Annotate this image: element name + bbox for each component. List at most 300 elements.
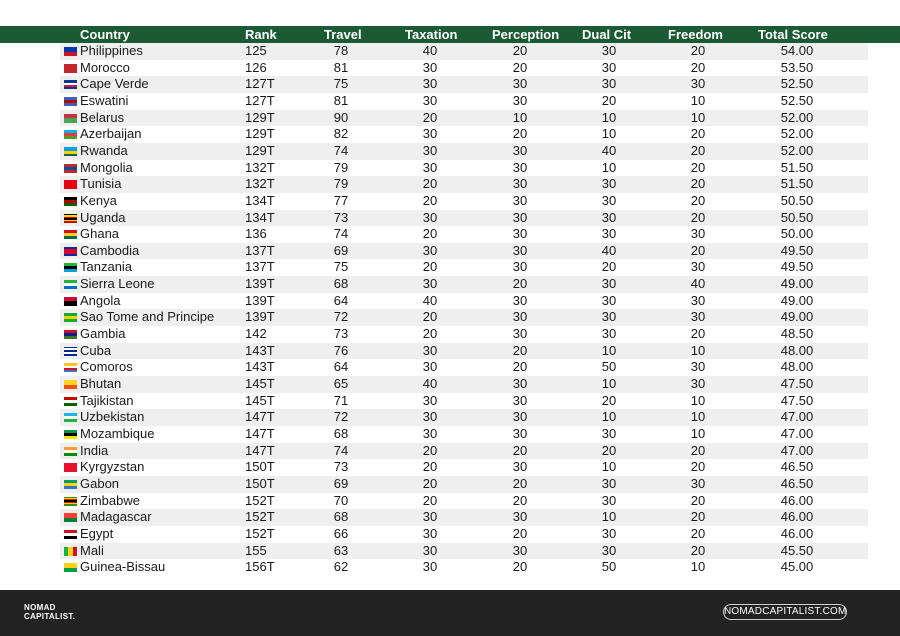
total-score-cell: 54.00: [780, 43, 814, 58]
dual-cit-cell: 10: [601, 342, 617, 358]
mali-flag-icon: [64, 547, 77, 556]
dual-cit-cell: 30: [601, 176, 617, 192]
table-row[interactable]: [60, 426, 868, 443]
travel-cell: 73: [333, 209, 349, 225]
tanzania-flag-icon: [64, 263, 77, 272]
travel-cell: 66: [333, 525, 349, 541]
rank-cell: 155: [245, 542, 267, 558]
perception-cell: 20: [512, 492, 528, 508]
table-row[interactable]: [60, 409, 868, 426]
country-cell: Gambia: [80, 326, 126, 342]
nomad-capitalist-logo[interactable]: [24, 603, 75, 621]
perception-cell: 30: [512, 459, 528, 475]
country-cell: Uganda: [80, 209, 126, 225]
taxation-cell: 20: [422, 109, 438, 125]
dual-cit-cell: 30: [601, 425, 617, 441]
table-row[interactable]: [60, 393, 868, 410]
country-cell: Tunisia: [80, 176, 122, 192]
total-score-cell: 49.00: [780, 292, 814, 308]
travel-cell: 74: [333, 142, 349, 158]
dual-cit-cell: 10: [601, 459, 617, 475]
table-row[interactable]: [60, 343, 868, 360]
perception-cell: 30: [512, 542, 528, 558]
rank-cell: 142: [245, 326, 267, 342]
total-score-cell: 47.00: [780, 442, 814, 458]
table-row[interactable]: [60, 126, 868, 143]
freedom-cell: 20: [690, 242, 706, 258]
taxation-cell: 30: [422, 359, 438, 375]
dual-cit-cell: 10: [601, 159, 617, 175]
table-row[interactable]: [60, 493, 868, 510]
morocco-flag-icon: [64, 64, 77, 73]
table-row[interactable]: [60, 243, 868, 260]
table-row[interactable]: [60, 526, 868, 543]
travel-cell: 75: [333, 76, 349, 92]
perception-cell: 30: [512, 226, 528, 242]
cuba-flag-icon: [64, 347, 77, 356]
header-freedom[interactable]: Freedom: [668, 27, 723, 42]
total-score-cell: 48.00: [780, 342, 814, 358]
country-cell: Egypt: [80, 525, 114, 541]
freedom-cell: 10: [690, 409, 706, 425]
dual-cit-cell: 30: [601, 492, 617, 508]
rank-cell: 147T: [245, 425, 275, 441]
travel-cell: 76: [333, 342, 349, 358]
country-cell: Bhutan: [80, 376, 122, 391]
perception-cell: 20: [512, 359, 528, 375]
travel-cell: 81: [333, 59, 349, 75]
travel-cell: 74: [333, 226, 349, 242]
rank-cell: 139T: [245, 292, 275, 308]
india-flag-icon: [64, 447, 77, 456]
country-cell: Belarus: [80, 109, 125, 125]
header-dual-cit[interactable]: Dual Cit: [582, 27, 632, 42]
total-score-cell: 48.50: [780, 326, 814, 342]
taxation-cell: 20: [422, 442, 438, 458]
sao-tome-flag-icon: [64, 313, 77, 322]
rank-cell: 136: [245, 226, 267, 242]
total-score-cell: 45.50: [780, 542, 814, 558]
taxation-cell: 30: [422, 392, 438, 408]
dual-cit-cell: 30: [601, 209, 617, 225]
taxation-cell: 30: [422, 525, 438, 541]
country-cell: Mali: [80, 542, 104, 558]
freedom-cell: 20: [690, 126, 706, 142]
rank-cell: 147T: [245, 442, 275, 458]
travel-cell: 90: [333, 109, 349, 125]
taxation-cell: 30: [422, 509, 438, 525]
table-row[interactable]: [60, 176, 868, 193]
freedom-cell: 20: [690, 442, 706, 458]
kyrgyzstan-flag-icon: [64, 463, 77, 472]
azerbaijan-flag-icon: [64, 130, 77, 139]
rank-cell: 126: [245, 59, 267, 75]
taxation-cell: 30: [422, 276, 438, 292]
perception-cell: 30: [512, 409, 528, 425]
total-score-cell: 49.00: [780, 309, 814, 325]
total-score-cell: 47.00: [780, 409, 814, 425]
rank-cell: 152T: [245, 509, 275, 525]
travel-cell: 75: [333, 259, 349, 275]
dual-cit-cell: 10: [601, 109, 617, 125]
freedom-cell: 20: [690, 142, 706, 158]
perception-cell: 30: [512, 309, 528, 325]
dual-cit-cell: 50: [601, 559, 617, 575]
taxation-cell: 40: [422, 292, 438, 308]
perception-cell: 10: [512, 109, 528, 125]
total-score-cell: 46.00: [780, 509, 814, 525]
rank-cell: 145T: [245, 392, 275, 408]
table-row[interactable]: [60, 443, 868, 460]
freedom-cell: 20: [690, 192, 706, 208]
country-cell: Rwanda: [80, 142, 128, 158]
travel-cell: 64: [333, 359, 349, 375]
dual-cit-cell: 30: [601, 326, 617, 342]
header-total-score[interactable]: Total Score: [758, 27, 828, 42]
freedom-cell: 20: [690, 459, 706, 475]
gabon-flag-icon: [64, 480, 77, 489]
rank-cell: 132T: [245, 176, 275, 192]
gambia-flag-icon: [64, 330, 77, 339]
total-score-cell: 47.50: [780, 392, 814, 408]
total-score-cell: 53.50: [780, 59, 814, 75]
country-cell: Ghana: [80, 226, 120, 242]
rank-cell: 137T: [245, 259, 275, 275]
rank-cell: 152T: [245, 525, 275, 541]
travel-cell: 68: [333, 276, 349, 292]
taxation-cell: 30: [422, 142, 438, 158]
guinea-bissau-flag-icon: [64, 563, 77, 572]
travel-cell: 73: [333, 459, 349, 475]
country-cell: Gabon: [80, 475, 120, 491]
taxation-cell: 40: [422, 376, 438, 391]
table-row[interactable]: [60, 309, 868, 326]
taxation-cell: 30: [422, 76, 438, 92]
freedom-cell: 30: [690, 309, 706, 325]
freedom-cell: 30: [690, 226, 706, 242]
dual-cit-cell: 30: [601, 276, 617, 292]
perception-cell: 30: [512, 292, 528, 308]
table-row[interactable]: [60, 293, 868, 310]
dual-cit-cell: 30: [601, 192, 617, 208]
dual-cit-cell: 20: [601, 442, 617, 458]
ghana-flag-icon: [64, 230, 77, 239]
taxation-cell: 30: [422, 126, 438, 142]
freedom-cell: 10: [690, 425, 706, 441]
taxation-cell: 30: [422, 59, 438, 75]
total-score-cell: 52.50: [780, 76, 814, 92]
dual-cit-cell: 30: [601, 226, 617, 242]
taxation-cell: 30: [422, 425, 438, 441]
table-row[interactable]: [60, 543, 868, 560]
perception-cell: 30: [512, 259, 528, 275]
dual-cit-cell: 30: [601, 76, 617, 92]
rank-cell: 129T: [245, 142, 275, 158]
table-row[interactable]: [60, 60, 868, 77]
table-row[interactable]: [60, 376, 868, 393]
travel-cell: 74: [333, 442, 349, 458]
kenya-flag-icon: [64, 197, 77, 206]
table-row[interactable]: [60, 359, 868, 376]
dual-cit-cell: 10: [601, 376, 617, 391]
table-row[interactable]: [60, 193, 868, 210]
travel-cell: 65: [333, 376, 349, 391]
cape-verde-flag-icon: [64, 80, 77, 89]
perception-cell: 30: [512, 392, 528, 408]
perception-cell: 20: [512, 525, 528, 541]
perception-cell: 30: [512, 92, 528, 108]
dual-cit-cell: 30: [601, 59, 617, 75]
rank-cell: 129T: [245, 109, 275, 125]
dual-cit-cell: 30: [601, 43, 617, 58]
total-score-cell: 46.50: [780, 475, 814, 491]
bhutan-flag-icon: [64, 380, 77, 389]
website-link[interactable]: NOMADCAPITALIST.COM: [723, 604, 847, 620]
travel-cell: 70: [333, 492, 349, 508]
table-row[interactable]: [60, 276, 868, 293]
total-score-cell: 47.50: [780, 376, 814, 391]
country-cell: Azerbaijan: [80, 126, 142, 142]
freedom-cell: 20: [690, 492, 706, 508]
rank-cell: 125: [245, 43, 267, 58]
freedom-cell: 20: [690, 176, 706, 192]
total-score-cell: 49.50: [780, 259, 814, 275]
rank-cell: 129T: [245, 126, 275, 142]
total-score-cell: 47.00: [780, 425, 814, 441]
country-cell: Kyrgyzstan: [80, 459, 145, 475]
total-score-cell: 49.00: [780, 276, 814, 292]
total-score-cell: 46.50: [780, 459, 814, 475]
travel-cell: 81: [333, 92, 349, 108]
sierra-leone-flag-icon: [64, 280, 77, 289]
comoros-flag-icon: [64, 363, 77, 372]
dual-cit-cell: 10: [601, 409, 617, 425]
country-cell: Uzbekistan: [80, 409, 145, 425]
country-cell: Cambodia: [80, 242, 140, 258]
rank-cell: 134T: [245, 209, 275, 225]
perception-cell: 30: [512, 192, 528, 208]
eswatini-flag-icon: [64, 97, 77, 106]
dual-cit-cell: 50: [601, 359, 617, 375]
dual-cit-cell: 30: [601, 475, 617, 491]
travel-cell: 78: [333, 43, 349, 58]
tunisia-flag-icon: [64, 180, 77, 189]
freedom-cell: 20: [690, 542, 706, 558]
travel-cell: 72: [333, 309, 349, 325]
zimbabwe-flag-icon: [64, 497, 77, 506]
travel-cell: 68: [333, 509, 349, 525]
perception-cell: 30: [512, 76, 528, 92]
rwanda-flag-icon: [64, 147, 77, 156]
header-taxation[interactable]: Taxation: [405, 27, 458, 42]
rank-cell: 134T: [245, 192, 275, 208]
egypt-flag-icon: [64, 530, 77, 539]
perception-cell: 20: [512, 442, 528, 458]
dual-cit-cell: 20: [601, 259, 617, 275]
table-row[interactable]: [60, 43, 868, 60]
freedom-cell: 20: [690, 159, 706, 175]
country-cell: Tanzania: [80, 259, 133, 275]
freedom-cell: 40: [690, 276, 706, 292]
perception-cell: 20: [512, 342, 528, 358]
country-cell: Angola: [80, 292, 121, 308]
cambodia-flag-icon: [64, 247, 77, 256]
taxation-cell: 30: [422, 209, 438, 225]
table-row[interactable]: [60, 509, 868, 526]
country-cell: Guinea-Bissau: [80, 559, 166, 575]
total-score-cell: 50.50: [780, 209, 814, 225]
header-perception[interactable]: Perception: [492, 27, 560, 42]
table-row[interactable]: [60, 259, 868, 276]
total-score-cell: 50.50: [780, 192, 814, 208]
angola-flag-icon: [64, 297, 77, 306]
freedom-cell: 30: [690, 259, 706, 275]
dual-cit-cell: 10: [601, 509, 617, 525]
taxation-cell: 20: [422, 259, 438, 275]
rank-cell: 132T: [245, 159, 275, 175]
table-row[interactable]: [60, 143, 868, 160]
freedom-cell: 30: [690, 292, 706, 308]
perception-cell: 30: [512, 326, 528, 342]
table-row[interactable]: [60, 226, 868, 243]
table-header: [0, 26, 900, 43]
taxation-cell: 30: [422, 159, 438, 175]
country-cell: Mongolia: [80, 159, 133, 175]
madagascar-flag-icon: [64, 513, 77, 522]
header-country[interactable]: Country: [80, 27, 130, 42]
country-cell: Sierra Leone: [80, 276, 155, 292]
country-cell: Cuba: [80, 342, 112, 358]
freedom-cell: 30: [690, 376, 706, 391]
perception-cell: 30: [512, 242, 528, 258]
travel-cell: 63: [333, 542, 349, 558]
total-score-cell: 46.00: [780, 492, 814, 508]
freedom-cell: 20: [690, 509, 706, 525]
taxation-cell: 30: [422, 542, 438, 558]
rank-cell: 139T: [245, 276, 275, 292]
country-cell: Zimbabwe: [80, 492, 140, 508]
table-row[interactable]: [60, 210, 868, 227]
total-score-cell: 52.00: [780, 109, 814, 125]
table-row[interactable]: [60, 476, 868, 493]
country-cell: Tajikistan: [80, 392, 134, 408]
table-row[interactable]: [60, 76, 868, 93]
dual-cit-cell: 30: [601, 309, 617, 325]
total-score-cell: 48.00: [780, 359, 814, 375]
country-cell: Comoros: [80, 359, 133, 375]
perception-cell: 20: [512, 475, 528, 491]
freedom-cell: 20: [690, 525, 706, 541]
rank-cell: 143T: [245, 359, 275, 375]
dual-cit-cell: 20: [601, 92, 617, 108]
logo-line-2: CAPITALIST.: [24, 612, 76, 621]
logo-line-1: NOMAD: [24, 603, 56, 612]
rank-cell: 127T: [245, 92, 275, 108]
freedom-cell: 20: [690, 209, 706, 225]
table-row[interactable]: [60, 459, 868, 476]
country-cell: Madagascar: [80, 509, 152, 525]
travel-cell: 72: [333, 409, 349, 425]
taxation-cell: 30: [422, 242, 438, 258]
mongolia-flag-icon: [64, 164, 77, 173]
table-row[interactable]: [60, 559, 868, 576]
taxation-cell: 20: [422, 309, 438, 325]
total-score-cell: 52.50: [780, 92, 814, 108]
footer: [0, 590, 900, 636]
freedom-cell: 20: [690, 326, 706, 342]
rank-cell: 147T: [245, 409, 275, 425]
taxation-cell: 20: [422, 226, 438, 242]
perception-cell: 20: [512, 59, 528, 75]
travel-cell: 69: [333, 475, 349, 491]
taxation-cell: 30: [422, 559, 438, 575]
mozambique-flag-icon: [64, 430, 77, 439]
freedom-cell: 10: [690, 559, 706, 575]
travel-cell: 79: [333, 159, 349, 175]
perception-cell: 30: [512, 159, 528, 175]
freedom-cell: 10: [690, 92, 706, 108]
perception-cell: 30: [512, 509, 528, 525]
total-score-cell: 46.00: [780, 525, 814, 541]
travel-cell: 79: [333, 176, 349, 192]
country-cell: Cape Verde: [80, 76, 149, 92]
belarus-flag-icon: [64, 114, 77, 123]
taxation-cell: 20: [422, 326, 438, 342]
freedom-cell: 20: [690, 59, 706, 75]
uzbekistan-flag-icon: [64, 413, 77, 422]
rank-cell: 150T: [245, 475, 275, 491]
perception-cell: 30: [512, 176, 528, 192]
table-row[interactable]: [60, 326, 868, 343]
country-cell: Morocco: [80, 59, 130, 75]
freedom-cell: 20: [690, 43, 706, 58]
taxation-cell: 30: [422, 409, 438, 425]
travel-cell: 73: [333, 326, 349, 342]
total-score-cell: 50.00: [780, 226, 814, 242]
table-row[interactable]: [60, 160, 868, 177]
perception-cell: 20: [512, 43, 528, 58]
travel-cell: 77: [333, 192, 349, 208]
rank-cell: 156T: [245, 559, 275, 575]
rank-cell: 150T: [245, 459, 275, 475]
philippines-flag-icon: [64, 47, 77, 56]
taxation-cell: 20: [422, 459, 438, 475]
country-cell: Kenya: [80, 192, 117, 208]
travel-cell: 71: [333, 392, 349, 408]
taxation-cell: 30: [422, 342, 438, 358]
table-row[interactable]: [60, 110, 868, 127]
header-travel[interactable]: Travel: [324, 27, 362, 42]
country-cell: Mozambique: [80, 425, 155, 441]
tajikistan-flag-icon: [64, 397, 77, 406]
table-row[interactable]: [60, 93, 868, 110]
rank-cell: 137T: [245, 242, 275, 258]
header-rank[interactable]: Rank: [245, 27, 277, 42]
rank-cell: 143T: [245, 342, 275, 358]
freedom-cell: 30: [690, 76, 706, 92]
total-score-cell: 49.50: [780, 242, 814, 258]
taxation-cell: 40: [422, 43, 438, 58]
perception-cell: 30: [512, 425, 528, 441]
rank-cell: 145T: [245, 376, 275, 391]
travel-cell: 64: [333, 292, 349, 308]
travel-cell: 69: [333, 242, 349, 258]
taxation-cell: 30: [422, 92, 438, 108]
freedom-cell: 30: [690, 475, 706, 491]
freedom-cell: 30: [690, 359, 706, 375]
taxation-cell: 20: [422, 192, 438, 208]
total-score-cell: 52.00: [780, 142, 814, 158]
